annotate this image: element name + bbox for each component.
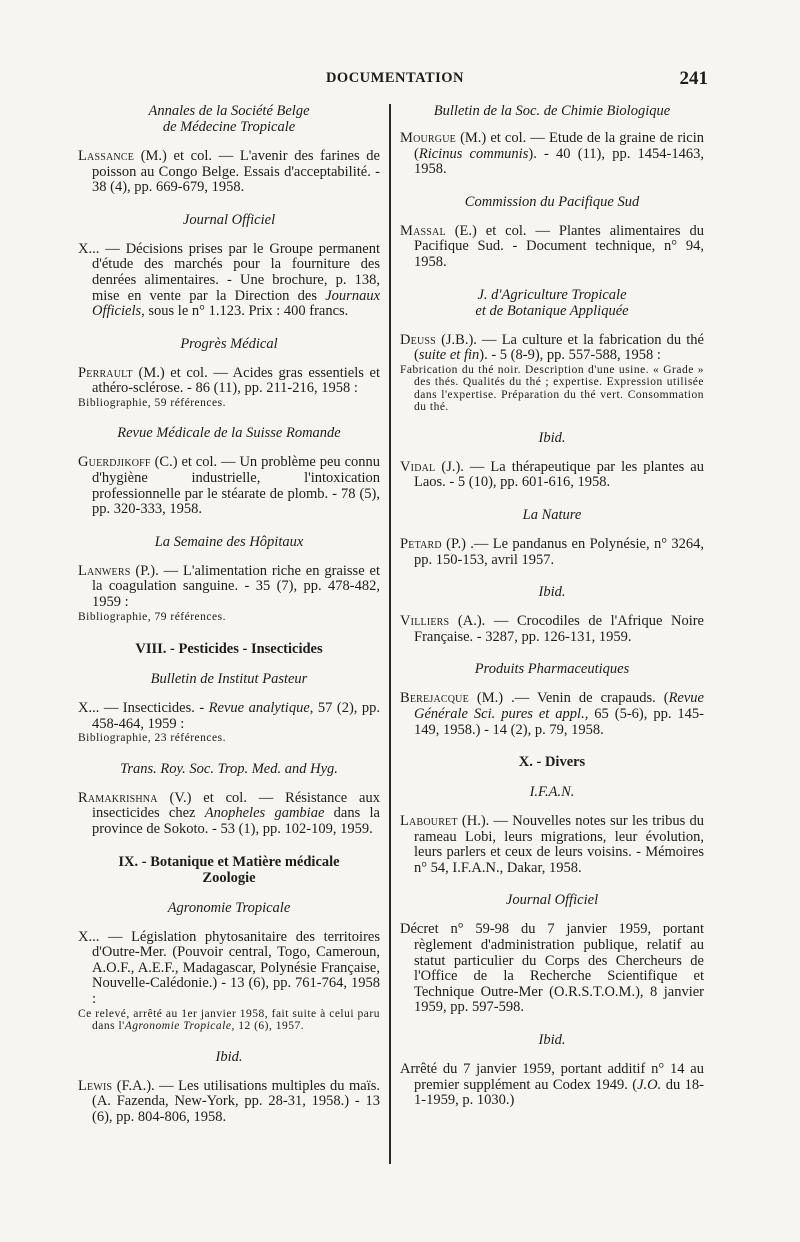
bibliography-entry (400, 814, 704, 876)
entry-text: 57 (2), pp. 458-464, 1959 : (92, 700, 380, 732)
column-divider (389, 104, 391, 1164)
entry-note: Bibliographie, 79 références. (78, 610, 226, 623)
journal-heading: Ibid. (215, 1048, 243, 1065)
entry-text: sous le n° 1.123. Prix : 400 francs. (144, 303, 349, 320)
entry-text: (M.) et col. — Acides gras essentiels et athéro-sclérose. - 86 (11), pp. 211-216, 1958 : (92, 364, 380, 397)
journal-heading: Trans. Roy. Soc. Trop. Med. and Hyg. (120, 760, 338, 777)
bibliography-entry (400, 537, 704, 568)
bibliography-entry (78, 242, 380, 320)
journal-heading: Agronomie Tropicale (167, 899, 291, 916)
entry-text: X... — Législation phytosanitaire des territoires d'Outre-Mer. (Pouvoir central, Togo, Cameroun, A.O.F., A.E.F., Madagascar, Polynésie Française, Nouvelle-Calédonie.) - 13 (6), pp. 761-764, 1958 : (78, 928, 380, 1007)
entry-text: 65 (5-6), pp. 145-149, 1958.) - 14 (2), p. 79, 1958. (414, 705, 704, 738)
entry-italic: Ricinus communis (418, 145, 529, 162)
entry-author: Ramakrishna (78, 789, 158, 806)
bibliography-entry (400, 460, 704, 491)
entry-text: (M.) et col. — Etude de la graine de ricin ( (414, 130, 704, 162)
section-title: IX. - Botanique et Matière médicale Zoologie (118, 853, 340, 886)
journal-heading: Commission du Pacifique Sud (464, 193, 640, 210)
entry-text: (A.). — Crocodiles de l'Afrique Noire Française. - 3287, pp. 126-131, 1959. (414, 613, 704, 645)
journal-heading: Ibid. (538, 584, 566, 601)
bibliography-entry (400, 224, 704, 271)
entry-author: Lassance (78, 148, 135, 164)
entry-italic: J.O. (637, 1076, 662, 1093)
entry-author: Deuss (400, 331, 436, 348)
journal-heading: La Semaine des Hôpitaux (154, 533, 304, 550)
bibliography-entry (78, 930, 380, 1033)
entry-text: ). - 5 (8-9), pp. 557-588, 1958 : (479, 347, 661, 364)
entry-text: Arrêté du 7 janvier 1959, portant additif n° 14 au premier supplément au Codex 1949. ( (400, 1061, 704, 1093)
journal-heading: Ibid. (538, 1032, 566, 1049)
entry-author: Berejacque (400, 690, 469, 707)
journal-heading: J. d'Agriculture Tropicale et de Botanique Appliquée (475, 286, 629, 319)
entry-author: Lanwers (78, 562, 131, 579)
bibliography-entry (78, 366, 380, 410)
entry-text: (F.A.). — Les utilisations multiples du maïs. (A. Fazenda, New-York, pp. 28-31, 1958.) - 13 (6), pp. 804-806, 1958. (92, 1077, 380, 1125)
bibliography-entry (78, 1079, 380, 1126)
bibliography-entry (78, 701, 380, 745)
entry-text: (J.). — La thérapeutique par les plantes au Laos. - 5 (10), pp. 601-616, 1958. (414, 458, 704, 491)
journal-heading: I.F.A.N. (529, 784, 575, 801)
bibliography-entry (400, 1062, 704, 1109)
entry-author: Guerdjikoff (78, 454, 151, 471)
journal-heading: La Nature (522, 506, 582, 523)
running-header: DOCUMENTATION (325, 70, 465, 86)
journal-heading: Bulletin de la Soc. de Chimie Biologique (433, 103, 671, 119)
entry-author: Vidal (400, 458, 436, 475)
page-number: 241 (679, 68, 708, 89)
bibliography-entry (78, 455, 380, 517)
entry-text: (C.) et col. — Un problème peu connu d'hygiène industrielle, l'intoxication professionnelle par le stéarate de plomb. - 78 (5), pp. 320-333, 1958. (92, 454, 380, 518)
entry-note: Bibliographie, 23 références. (78, 732, 226, 745)
entry-author: Massal (400, 222, 446, 239)
entry-text: (V.) et col. — Résistance aux insecticides chez (92, 789, 380, 822)
entry-italic: Journaux Officiels, (92, 287, 380, 320)
entry-text: (M.) et col. — L'avenir des farines de poisson au Congo Belge. Essais d'acceptabilité. - 38 (4), pp. 669-679, 1958. (92, 148, 380, 196)
entry-author: Petard (400, 535, 442, 552)
journal-heading: Progrès Médical (180, 335, 278, 352)
journal-heading: Journal Officiel (182, 211, 276, 228)
entry-italic: suite et fin (418, 347, 480, 364)
bibliography-entry (400, 922, 704, 1016)
bibliography-entry (400, 614, 704, 645)
bibliography-entry (400, 131, 704, 178)
entry-text: X... — Insecticides. - (78, 700, 209, 717)
note-text: Ce relevé, arrêté au 1er janvier 1958, fait suite à celui paru dans l' (78, 1007, 380, 1033)
note-italic: Agronomie Tropicale, (124, 1020, 235, 1033)
entry-author: Mourgue (400, 130, 456, 146)
entry-italic: Revue analytique, (208, 700, 314, 717)
entry-note (78, 1007, 380, 1033)
entry-author: Labouret (400, 813, 458, 830)
entry-author: Perrault (78, 364, 133, 381)
bibliography-entry (78, 564, 380, 623)
bibliography-entry (400, 333, 704, 414)
journal-heading: Journal Officiel (505, 892, 599, 909)
journal-heading: Produits Pharmaceutiques (474, 661, 630, 678)
section-title: X. - Divers (518, 754, 586, 771)
entry-text: X... — Décisions prises par le Groupe permanent d'étude des marchés pour la fourniture des denrées alimentaires. - Une brochure, p. 138, mise en vente par la Direction des (78, 240, 380, 304)
right-column (400, 103, 704, 1125)
journal-heading: Revue Médicale de la Suisse Romande (117, 425, 341, 442)
journal-heading: Bulletin de Institut Pasteur (150, 671, 308, 688)
entry-author: Villiers (400, 613, 450, 630)
entry-text: du 18-1-1959, p. 1030.) (414, 1076, 704, 1109)
entry-text: (E.) et col. — Plantes alimentaires du Pacifique Sud. - Document technique, n° 94, 1958. (414, 222, 704, 270)
entry-author: Lewis (78, 1077, 113, 1094)
entry-text: ). - 40 (11), pp. 1454-1463, 1958. (414, 145, 705, 178)
entry-note: Fabrication du thé noir. Description d'une usine. « Grade » des thés. Qualités du thé ; expertise. Expression utilisée dans l'expertise. Préparation du thé vert. Consommation du thé. (400, 363, 704, 414)
entry-text: (P.) .— Le pandanus en Polynésie, n° 3264, pp. 150-153, avril 1957. (414, 535, 704, 568)
entry-italic: Anopheles gambiae (204, 805, 325, 822)
entry-text: (J.B.). — La culture et la fabrication du thé ( (414, 331, 704, 364)
left-column (78, 103, 380, 1141)
entry-italic: Revue Générale Sci. pures et appl., (414, 690, 704, 722)
journal-heading: Annales de la Société Belge de Médecine Tropicale (148, 103, 310, 135)
section-title: VIII. - Pesticides - Insecticides (135, 641, 323, 658)
entry-text: (H.). — Nouvelles notes sur les tribus du rameau Lobi, leurs migrations, leur évolution, leurs parlers et ceux de leurs voisins. - Mémoires n° 54, I.F.A.N., Dakar, 1958. (414, 813, 704, 876)
bibliography-entry (78, 791, 380, 838)
entry-text: (M.) .— Venin de crapauds. ( (468, 690, 669, 707)
note-text: 12 (6), 1957. (234, 1020, 305, 1033)
bibliography-entry (78, 149, 380, 196)
bibliography-entry (400, 691, 704, 738)
journal-heading: Ibid. (538, 429, 566, 446)
entry-text: (P.). — L'alimentation riche en graisse et la coagulation sanguine. - 35 (7), pp. 478-482, 1959 : (92, 562, 380, 610)
entry-text: Décret n° 59-98 du 7 janvier 1959, portant règlement d'administration publique, relatif au statut particulier du Corps des Chercheurs de l'Office de la Recherche Scientifique et Technique Outre-Mer (O.R.S.T.O.M.), 8 janvier 1959, pp. 597-598. (400, 921, 704, 1016)
entry-text: dans la province de Sokoto. - 53 (1), pp. 102-109, 1959. (92, 805, 380, 837)
entry-note: Bibliographie, 59 références. (78, 396, 226, 409)
